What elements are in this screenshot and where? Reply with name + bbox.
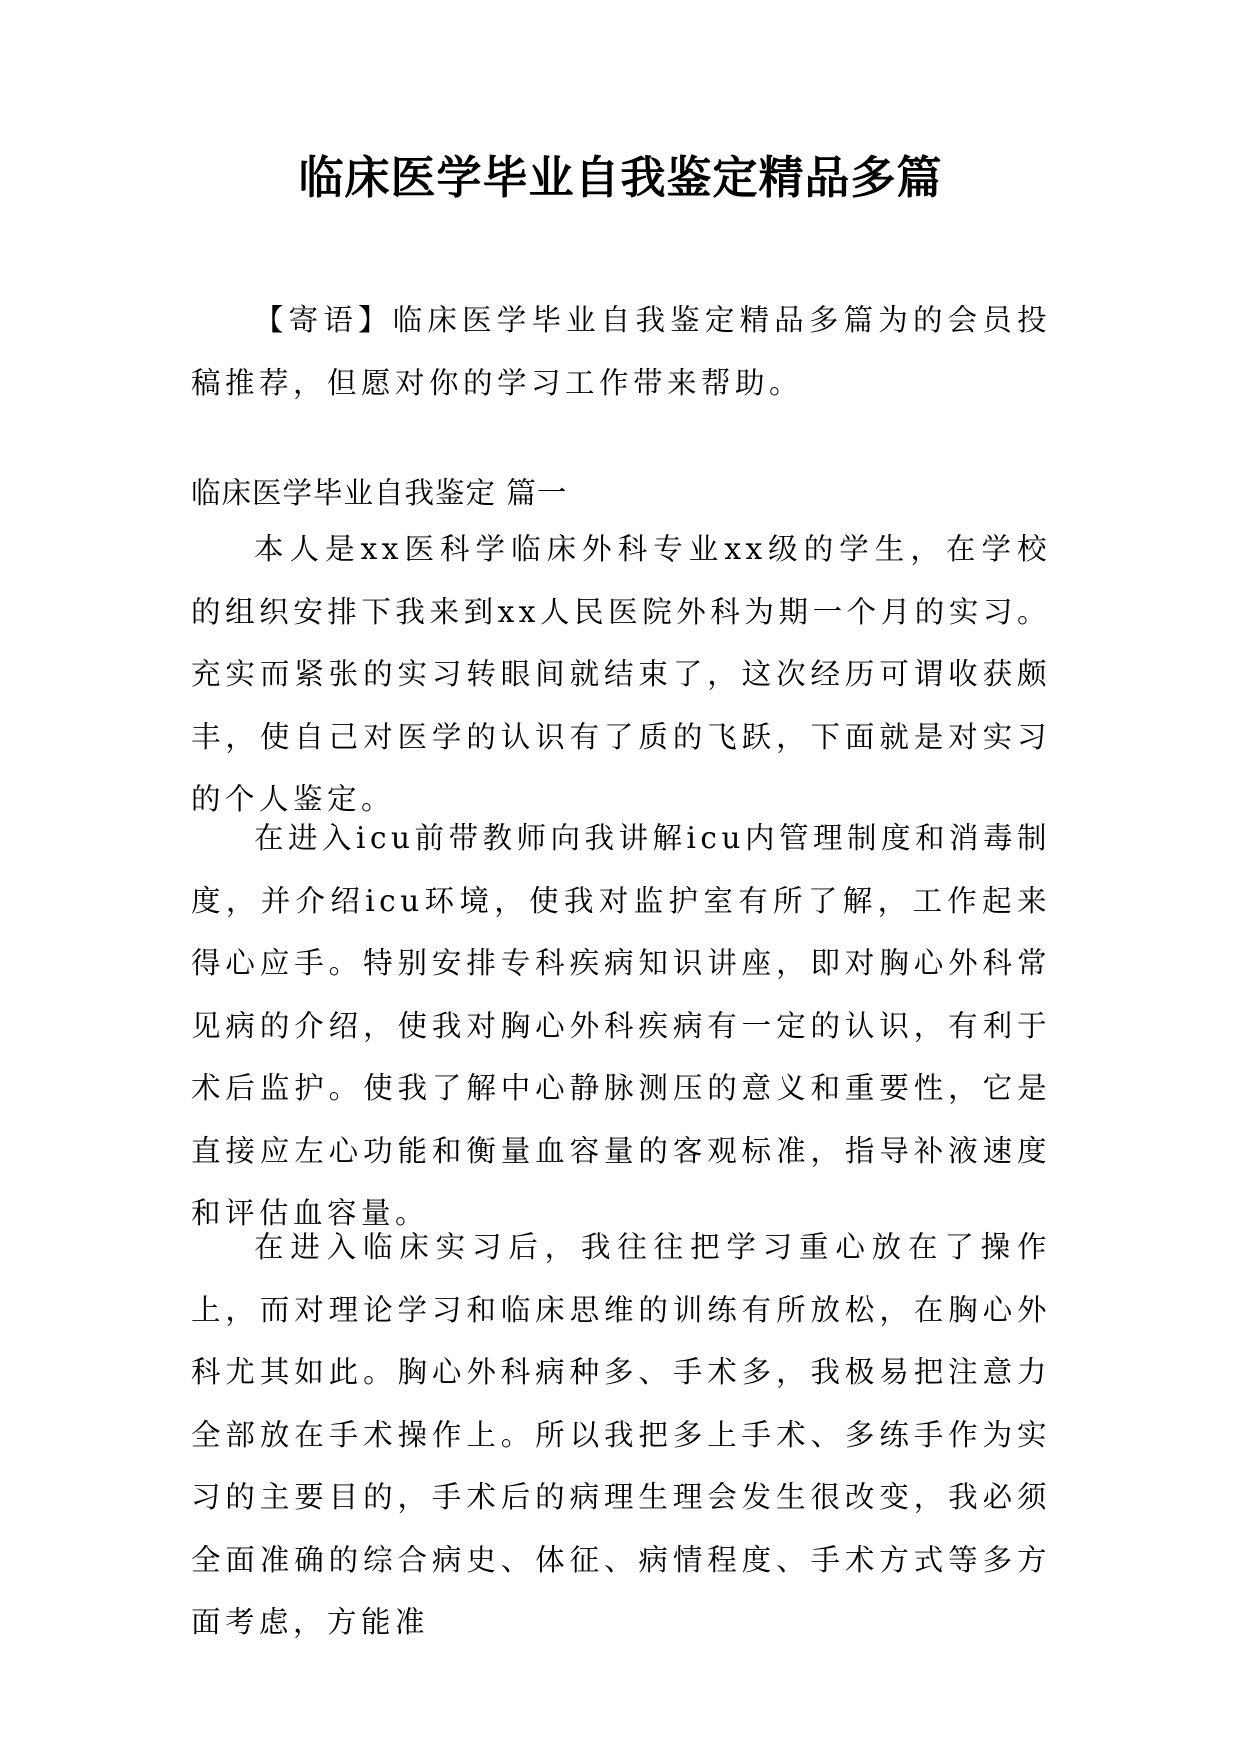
body-paragraph-1: 本人是xx医科学临床外科专业xx级的学生，在学校的组织安排下我来到xx人民医院外科为期一个月的实习。充实而紧张的实习转眼间就结束了，这次经历可谓收获颇丰，使自己对医学的认识有了质的飞跃，下面就是对实习的个人鉴定。 [191,532,1051,816]
section-heading: 临床医学毕业自我鉴定 篇一 [191,476,568,510]
document-title: 临床医学毕业自我鉴定精品多篇 [298,151,943,204]
body-paragraph-3: 在进入临床实习后，我往往把学习重心放在了操作上，而对理论学习和临床思维的训练有所放松，在胸心外科尤其如此。胸心外科病种多、手术多，我极易把注意力全部放在手术操作上。所以我把多上手术、多练手作为实习的主要目的，手术后的病理生理会发生很改变，我必须全面准确的综合病史、体征、病情程度、手术方式等多方面考虑，方能准 [191,1230,1051,1639]
intro-paragraph: 【寄语】临床医学毕业自我鉴定精品多篇为的会员投稿推荐，但愿对你的学习工作带来帮助。 [191,303,1051,400]
body-paragraph-2: 在进入icu前带教师向我讲解icu内管理制度和消毒制度，并介绍icu环境，使我对监护室有所了解，工作起来得心应手。特别安排专科疾病知识讲座，即对胸心外科常见病的介绍，使我对胸心外科疾病有一定的认识，有利于术后监护。使我了解中心静脉测压的意义和重要性，它是直接应左心功能和衡量血容量的客观标准，指导补液速度和评估血容量。 [191,821,1051,1230]
